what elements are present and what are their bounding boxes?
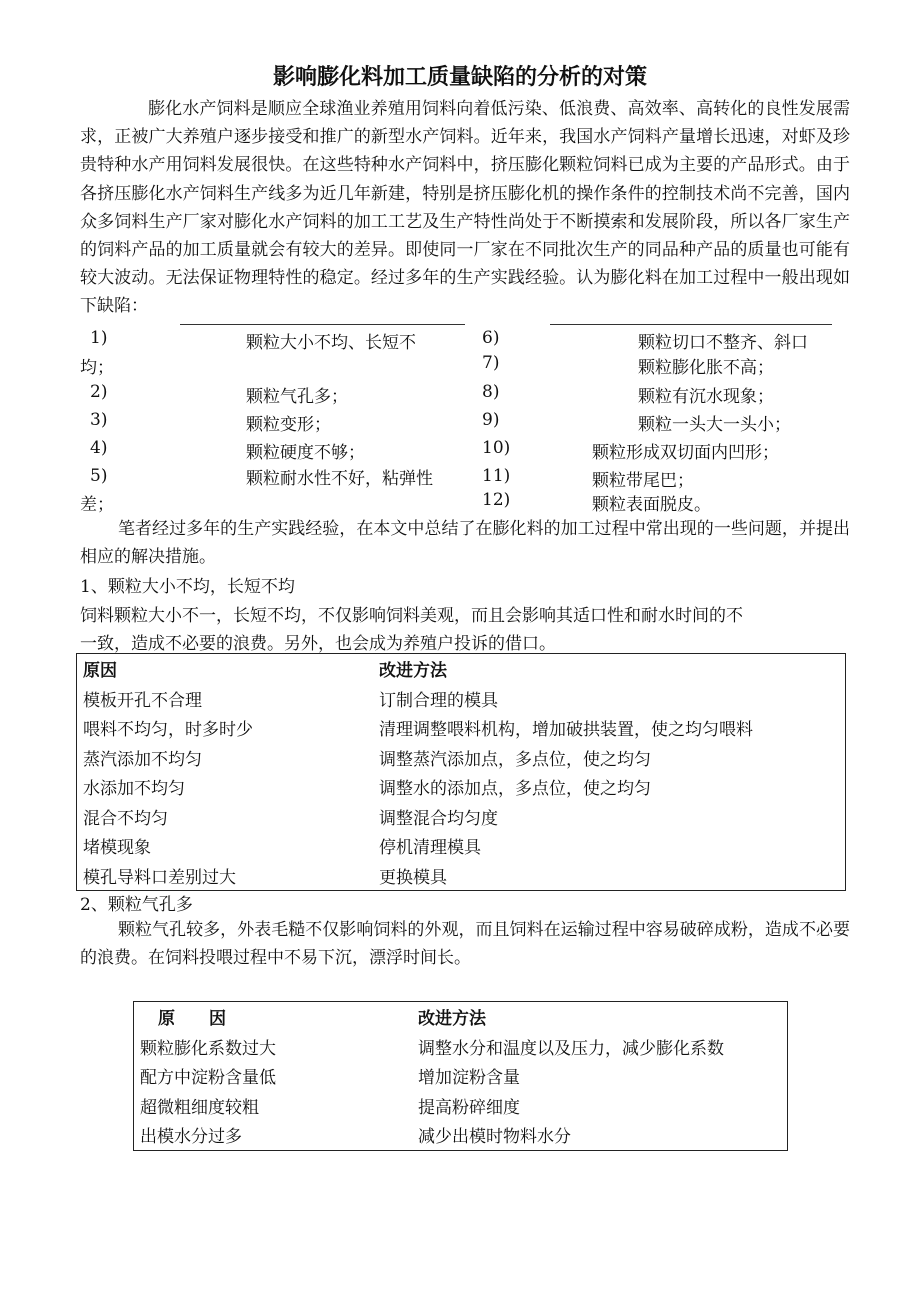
cell-fix: 调整混合均匀度 [379,808,498,829]
table-row [134,1061,788,1091]
cell-cause: 模板开孔不合理 [83,690,202,711]
cell-cause: 超微粗细度较粗 [140,1097,259,1118]
defect-num: 12) [482,490,511,510]
cell-fix: 调整蒸汽添加点，多点位，使之均匀 [379,749,651,770]
cell-fix: 清理调整喂料机构，增加破拱装置，使之均匀喂料 [379,720,753,741]
defect-text: 颗粒表面脱皮。 [592,495,711,515]
defect-text: 颗粒带尾巴； [592,471,694,491]
header-cause: 原因 [83,661,117,682]
defect-num: 11) [482,466,511,486]
section1-line1: 饲料颗粒大小不一，长短不均，不仅影响饲料美观，而且会影响其适口性和耐水时间的不 [80,606,743,626]
defect-text: 颗粒有沉水现象； [638,387,774,407]
cell-fix: 停机清理模具 [379,838,481,859]
divider-left [180,324,465,325]
defect-num: 1) [90,328,108,348]
divider-right [550,324,832,325]
defect-text: 颗粒形成双切面内凹形； [592,443,779,463]
cell-cause: 颗粒膨化系数过大 [140,1038,276,1059]
defect-num: 6) [482,328,500,348]
cell-fix: 提高粉碎细度 [418,1097,520,1118]
defect-num: 4) [90,438,108,458]
table-section1 [76,653,846,891]
table-header-row [77,654,846,684]
header-fix: 改进方法 [379,661,447,682]
defect-num: 7) [482,353,500,373]
table-row [77,772,846,802]
table-row [77,713,846,743]
defect-text: 颗粒耐水性不好，粘弹性 [246,469,433,489]
defect-text: 颗粒膨化胀不高； [638,358,774,378]
defect-text: 颗粒气孔多； [246,387,348,407]
table-row [77,802,846,832]
table-section2 [133,1001,788,1151]
section2-heading: 2、颗粒气孔多 [80,895,193,915]
cell-cause: 模孔导料口差别过大 [83,867,236,888]
summary-paragraph: 笔者经过多年的生产实践经验，在本文中总结了在膨化料的加工过程中常出现的一些问题，并提出相应的解决措施。 [80,519,850,568]
cell-fix: 订制合理的模具 [379,690,498,711]
cell-fix: 调整水的添加点，多点位，使之均匀 [379,779,651,800]
header-fix: 改进方法 [418,1009,486,1030]
defect-text: 颗粒大小不均、长短不 [246,333,416,353]
page-title: 影响膨化料加工质量缺陷的分析的对策 [272,65,647,90]
section1-line2: 一致，造成不必要的浪费。另外，也会成为养殖户投诉的借口。 [80,634,556,654]
defect-text: 颗粒切口不整齐、斜口 [638,333,808,353]
cell-cause: 堵模现象 [83,838,151,859]
cell-fix: 增加淀粉含量 [418,1068,520,1089]
table-row [77,861,846,891]
table-row [77,831,846,861]
cell-fix: 更换模具 [379,867,447,888]
defect-num: 5) [90,466,108,486]
cell-cause: 喂料不均匀，时多时少 [83,720,253,741]
table-row [134,1120,788,1150]
defect-text: 颗粒变形； [246,415,331,435]
table-row [134,1032,788,1062]
cell-cause: 蒸汽添加不均匀 [83,749,202,770]
cell-cause: 出模水分过多 [140,1127,242,1148]
defect-num: 2) [90,382,108,402]
defect-num: 10) [482,438,511,458]
table-header-row [134,1002,788,1032]
section1-heading: 1、颗粒大小不均，长短不均 [80,577,295,597]
defect-text: 颗粒一头大一头小； [638,415,791,435]
defect-text: 颗粒硬度不够； [246,443,365,463]
header-cause: 原 因 [158,1009,226,1030]
defect-cont: 差； [80,495,114,515]
cell-fix: 减少出模时物料水分 [418,1127,571,1148]
intro-paragraph: 膨化水产饲料是顺应全球渔业养殖用饲料向着低污染、低浪费、高效率、高转化的良性发展需求，正被广大养殖户逐步接受和推广的新型水产饲料。近年来，我国水产饲料产量增长迅速，对虾及珍贵特种水产用饲料发展很快。在这些特种水产饲料中，挤压膨化颗粒饲料已成为主要的产品形式。由于各挤压膨化水产饲料生产线多为近几年新建，特别是挤压膨化机的操作条件的控制技术尚不完善，国内众多饲料生产厂家对膨化水产饲料的加工工艺及生产特性尚处于不断摸索和发展阶段，所以各厂家生产的饲料产品的加工质量就会有较大的差异。即使同一厂家在不同批次生产的同品种产品的质量也可能有较大波动。无法保证物理特性的稳定。经过多年的生产实践经验。认为膨化料在加工过程中一般出现如下缺陷： [80,99,850,317]
cell-fix: 调整水分和温度以及压力，减少膨化系数 [418,1038,724,1059]
table-row [134,1091,788,1121]
section2-paragraph: 颗粒气孔较多，外表毛糙不仅影响饲料的外观，而且饲料在运输过程中容易破碎成粉，造成不必要的浪费。在饲料投喂过程中不易下沉，漂浮时间长。 [80,920,850,969]
defect-cont: 均； [80,358,114,378]
defect-num: 3) [90,410,108,430]
cell-cause: 混合不均匀 [83,808,168,829]
defect-num: 9) [482,410,500,430]
table-row [77,743,846,773]
table-row [77,684,846,714]
cell-cause: 配方中淀粉含量低 [140,1068,276,1089]
defect-num: 8) [482,382,500,402]
cell-cause: 水添加不均匀 [83,779,185,800]
